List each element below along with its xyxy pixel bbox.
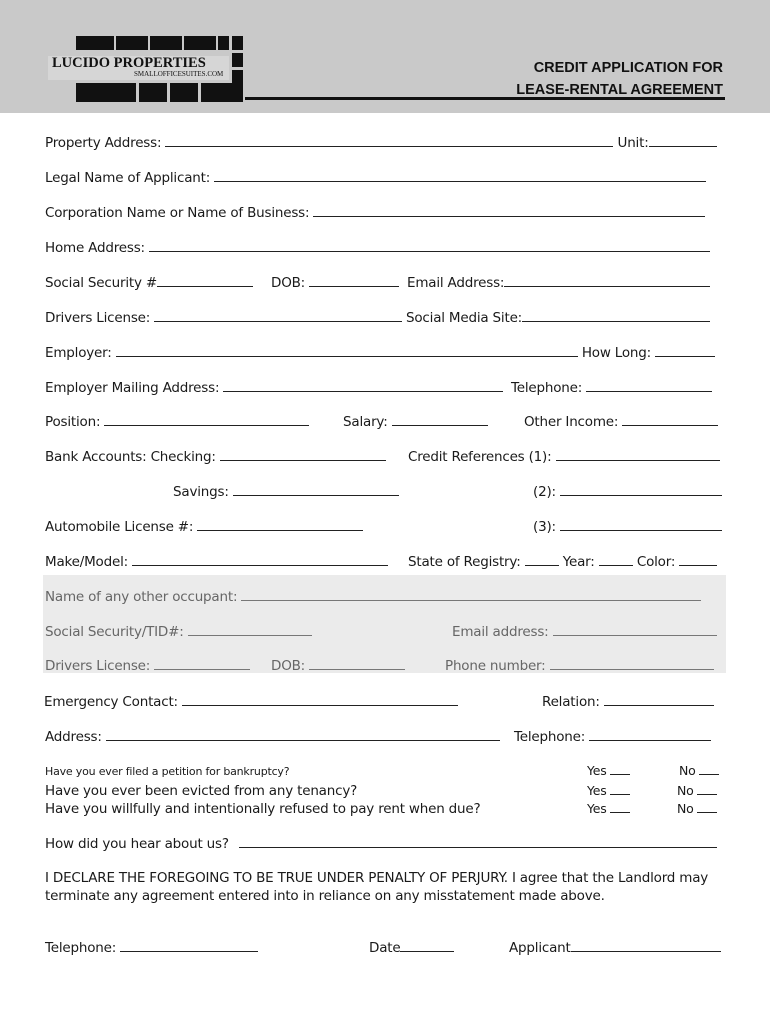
employer-mailing-field[interactable]	[223, 380, 503, 392]
checking-field[interactable]	[220, 449, 386, 461]
question-evicted: Have you ever been evicted from any tenancy?	[45, 783, 358, 799]
legal-name-row	[45, 170, 706, 186]
refused-rent-no[interactable]: No	[677, 801, 717, 816]
color-field[interactable]	[679, 554, 717, 566]
signature-telephone-label: Telephone:	[45, 940, 258, 956]
occupant-ssn-field[interactable]	[188, 624, 312, 636]
occupant-license-label: Drivers License:	[45, 658, 250, 674]
corporation-field[interactable]	[313, 205, 705, 217]
legal-name-field[interactable]	[214, 170, 706, 182]
employer-row	[45, 345, 715, 361]
evicted-no[interactable]: No	[677, 783, 717, 798]
home-address-field[interactable]	[149, 240, 710, 252]
applicant-signature-label: Applicant	[509, 940, 721, 956]
header-band	[0, 0, 770, 113]
occupant-name-field[interactable]	[241, 589, 701, 601]
auto-license-field[interactable]	[197, 519, 363, 531]
checking-label: Bank Accounts: Checking:	[45, 449, 386, 465]
evicted-yes[interactable]: Yes	[587, 783, 630, 798]
employer-telephone-label: Telephone:	[511, 380, 712, 396]
relation-label: Relation:	[542, 694, 714, 710]
occupant-name-label: Name of any other occupant:	[45, 589, 701, 605]
company-logo	[48, 36, 243, 102]
emergency-telephone-field[interactable]	[589, 729, 711, 741]
hear-about-label: How did you hear about us?	[45, 836, 717, 852]
savings-field[interactable]	[233, 484, 399, 496]
corporation-row	[45, 205, 705, 221]
dob-label: DOB:	[271, 275, 399, 291]
emergency-contact-field[interactable]	[182, 694, 458, 706]
occupant-email-field[interactable]	[553, 624, 717, 636]
credit-ref-2-field[interactable]	[560, 484, 722, 496]
position-label: Position:	[45, 414, 309, 430]
vehicle-registry-row	[408, 554, 717, 570]
position-field[interactable]	[104, 414, 309, 426]
occupant-ssn-label: Social Security/TID#:	[45, 624, 312, 640]
ssn-field[interactable]	[157, 275, 253, 287]
question-refused-rent: Have you willfully and intentionally refused to pay rent when due?	[45, 801, 481, 817]
home-address-row	[45, 240, 710, 256]
state-registry-label: State of Registry:	[408, 554, 521, 570]
declaration-line2: terminate any agreement entered into in reliance on any misstatement made above.	[45, 888, 605, 904]
unit-field[interactable]	[649, 135, 717, 147]
other-income-label: Other Income:	[524, 414, 718, 430]
year-field[interactable]	[599, 554, 633, 566]
drivers-license-label: Drivers License:	[45, 310, 402, 326]
form-title-line1: CREDIT APPLICATION FOR	[533, 60, 723, 76]
emergency-telephone-label: Telephone:	[514, 729, 711, 745]
form-title-line2: LEASE-RENTAL AGREEMENT	[516, 82, 723, 98]
credit-ref-1-field[interactable]	[556, 449, 720, 461]
email-field[interactable]	[504, 275, 710, 287]
color-label: Color:	[636, 554, 676, 570]
how-long-field[interactable]	[655, 345, 715, 357]
relation-field[interactable]	[604, 694, 714, 706]
how-long-label: How Long:	[581, 345, 651, 361]
year-label: Year:	[562, 554, 595, 570]
credit-ref-1-label: Credit References (1):	[408, 449, 720, 465]
logo-url: SMALLOFFICESUITES.COM	[134, 70, 224, 78]
occupant-dob-label: DOB:	[271, 658, 405, 674]
ssn-label: Social Security #	[45, 275, 253, 291]
property-address-field[interactable]	[165, 135, 613, 147]
salary-field[interactable]	[392, 414, 488, 426]
employer-label: Employer:	[45, 345, 112, 361]
credit-ref-3-label: (3):	[533, 519, 722, 535]
employer-telephone-field[interactable]	[586, 380, 712, 392]
logo-name: LUCIDO PROPERTIES	[52, 55, 206, 71]
applicant-signature-field[interactable]	[571, 940, 721, 952]
legal-name-label: Legal Name of Applicant:	[45, 170, 211, 186]
hear-about-field[interactable]	[239, 836, 717, 848]
question-bankruptcy: Have you ever filed a petition for bankruptcy?	[45, 765, 290, 778]
property-address-row	[45, 135, 717, 151]
dob-field[interactable]	[309, 275, 399, 287]
employer-field[interactable]	[116, 345, 578, 357]
occupant-license-field[interactable]	[154, 658, 250, 670]
emergency-contact-label: Emergency Contact:	[44, 694, 458, 710]
state-registry-field[interactable]	[525, 554, 559, 566]
emergency-address-label: Address:	[45, 729, 500, 745]
occupant-phone-label: Phone number:	[445, 658, 714, 674]
property-address-label: Property Address:	[45, 135, 162, 151]
emergency-address-field[interactable]	[106, 729, 500, 741]
signature-date-label: Date	[369, 940, 454, 956]
make-model-field[interactable]	[132, 554, 388, 566]
declaration-line1: I DECLARE THE FOREGOING TO BE TRUE UNDER PENALTY OF PERJURY. I agree that the Landlord may	[45, 870, 709, 886]
employer-mailing-label: Employer Mailing Address:	[45, 380, 503, 396]
make-model-label: Make/Model:	[45, 554, 388, 570]
drivers-license-field[interactable]	[154, 310, 402, 322]
credit-ref-2-label: (2):	[533, 484, 722, 500]
savings-label: Savings:	[173, 484, 399, 500]
signature-date-field[interactable]	[400, 940, 454, 952]
corporation-label: Corporation Name or Name of Business:	[45, 205, 310, 221]
other-income-field[interactable]	[622, 414, 718, 426]
refused-rent-yes[interactable]: Yes	[587, 801, 630, 816]
social-media-label: Social Media Site:	[406, 310, 710, 326]
bankruptcy-no[interactable]: No	[679, 763, 719, 778]
unit-label: Unit:	[617, 135, 649, 151]
occupant-phone-field[interactable]	[550, 658, 714, 670]
salary-label: Salary:	[343, 414, 488, 430]
social-media-field[interactable]	[522, 310, 710, 322]
occupant-dob-field[interactable]	[309, 658, 405, 670]
occupant-email-label: Email address:	[452, 624, 717, 640]
bankruptcy-yes[interactable]: Yes	[587, 763, 630, 778]
credit-ref-3-field[interactable]	[560, 519, 722, 531]
home-address-label: Home Address:	[45, 240, 145, 256]
auto-license-label: Automobile License #:	[45, 519, 363, 535]
email-label: Email Address:	[407, 275, 710, 291]
signature-telephone-field[interactable]	[120, 940, 258, 952]
